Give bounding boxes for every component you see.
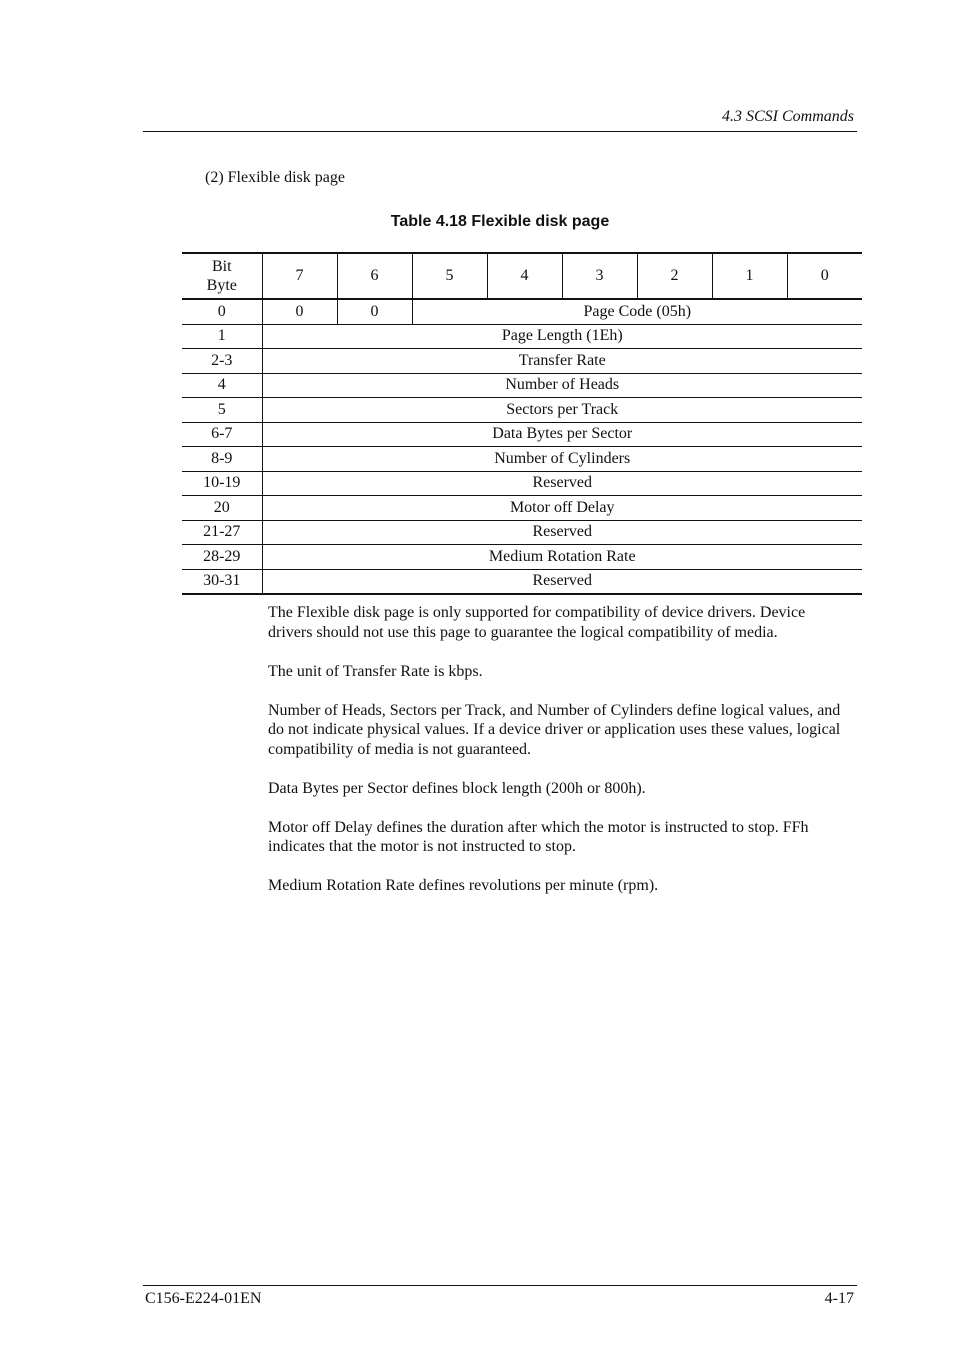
byte-cell: 10-19 [182, 471, 262, 496]
header-rule [143, 131, 857, 132]
bit-header: 0 [787, 253, 862, 299]
page-number: 4-17 [824, 1290, 854, 1307]
bit-header: 4 [487, 253, 562, 299]
note-paragraph: The unit of Transfer Rate is kbps. [268, 662, 483, 680]
table-row [182, 569, 862, 594]
byte-cell: 30-31 [182, 569, 262, 594]
field-cell: Medium Rotation Rate [262, 545, 862, 570]
table-row [182, 496, 862, 521]
bit-header: 3 [562, 253, 637, 299]
table-header-row [182, 253, 862, 299]
byte-cell: 5 [182, 398, 262, 423]
footer-rule [143, 1285, 857, 1286]
document-id: C156-E224-01EN [145, 1290, 262, 1307]
byte-cell: 1 [182, 324, 262, 349]
byte-cell: 21-27 [182, 520, 262, 545]
bit-label: Bit [211, 258, 232, 275]
note-paragraph: Medium Rotation Rate defines revolutions per minute (rpm). [268, 877, 659, 894]
flexible-disk-page-table [182, 252, 862, 595]
table-row [182, 520, 862, 545]
field-cell: Reserved [262, 471, 862, 496]
table-caption: Table 4.18 Flexible disk page [390, 213, 610, 230]
table-row [182, 324, 862, 349]
field-cell: Data Bytes per Sector [262, 422, 862, 447]
field-cell: Page Code (05h) [412, 299, 862, 324]
table-row [182, 422, 862, 447]
byte-cell: 6-7 [182, 422, 262, 447]
table-row [182, 545, 862, 570]
bit-header: 7 [262, 253, 337, 299]
field-cell: Number of Heads [262, 373, 862, 398]
byte-cell: 4 [182, 373, 262, 398]
byte-cell: 0 [182, 299, 262, 324]
note-paragraph: Number of Heads, Sectors per Track, and Number of Cylinders define logical values, and do not indicate physical values. If a device driver or application uses these values, logical compatibility of media is not guaranteed. [268, 701, 841, 758]
field-cell: Reserved [262, 569, 862, 594]
table-row [182, 349, 862, 374]
byte-cell: 2-3 [182, 349, 262, 374]
field-cell: Page Length (1Eh) [262, 324, 862, 349]
field-cell: Sectors per Track [262, 398, 862, 423]
byte-cell: 20 [182, 496, 262, 521]
bit-value-cell: 0 [262, 299, 337, 324]
section-title: (2) Flexible disk page [205, 169, 345, 186]
bit-value-cell: 0 [337, 299, 412, 324]
note-paragraph: Data Bytes per Sector defines block length (200h or 800h). [268, 779, 646, 797]
field-cell: Transfer Rate [262, 349, 862, 374]
notes-section [268, 603, 848, 915]
table-row [182, 398, 862, 423]
table-row [182, 299, 862, 324]
field-cell: Motor off Delay [262, 496, 862, 521]
bit-header: 1 [712, 253, 787, 299]
note-paragraph: Motor off Delay defines the duration after which the motor is instructed to stop. FFh indicates that the motor is not instructed to stop. [268, 818, 809, 855]
table-row [182, 471, 862, 496]
table-row [182, 373, 862, 398]
field-cell: Number of Cylinders [262, 447, 862, 472]
bit-header: 5 [412, 253, 487, 299]
bit-header: 6 [337, 253, 412, 299]
running-header: 4.3 SCSI Commands [721, 108, 854, 125]
note-paragraph: The Flexible disk page is only supported for compatibility of device drivers. Device drivers should not use this page to guarantee the logical compatibility of media. [268, 604, 806, 641]
byte-cell: 8-9 [182, 447, 262, 472]
table-row [182, 447, 862, 472]
bit-header: 2 [637, 253, 712, 299]
bit-byte-header [182, 253, 262, 299]
byte-cell: 28-29 [182, 545, 262, 570]
field-cell: Reserved [262, 520, 862, 545]
byte-label: Byte [206, 277, 237, 294]
